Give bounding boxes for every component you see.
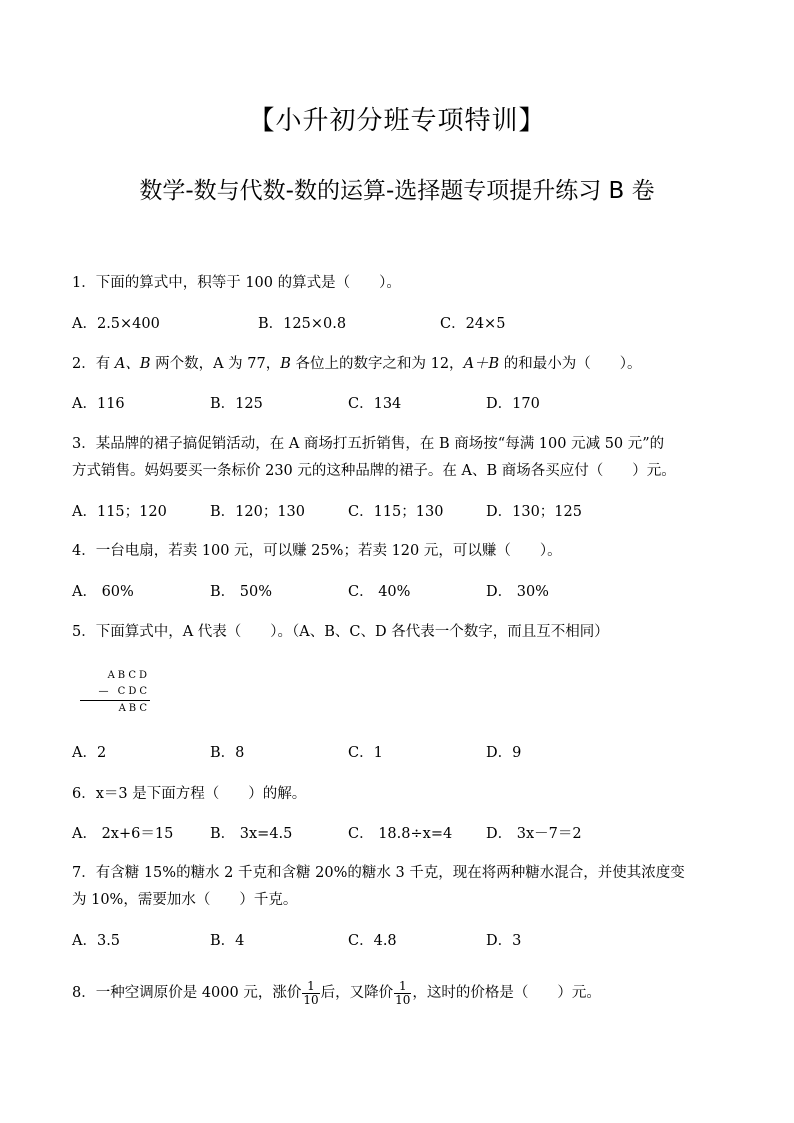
q2-text-2: 两个数，A 为 77， <box>150 356 281 372</box>
q2-var-ab: A、B <box>114 356 151 372</box>
question-7-line-1: 7．有含糖 15%的糖水 2 千克和含糖 20%的糖水 3 千克，现在将两种糖水混合，并使其浓度变 <box>72 865 685 881</box>
q4-option-d: D． 30% <box>486 584 549 600</box>
arith-minuend: ABCD <box>107 670 150 681</box>
q4-option-b: B． 50% <box>210 584 272 600</box>
q6-option-a: A． 2x+6＝15 <box>72 826 174 842</box>
q3-option-b: B．120；130 <box>210 504 306 520</box>
q2-option-c: C．134 <box>348 396 402 412</box>
page-title: 【小升初分班专项特训】 <box>248 106 546 136</box>
page-subtitle: 数学-数与代数-数的运算-选择题专项提升练习 B 卷 <box>139 178 655 204</box>
q7-option-c: C．4.8 <box>348 933 397 949</box>
q2-text-1: 2．有 <box>72 356 115 372</box>
fraction-denominator: 10 <box>303 992 319 1007</box>
fraction-numerator: 1 <box>302 980 319 994</box>
q8-text-2: 后，又降价 <box>320 985 394 1001</box>
q2-option-d: D．170 <box>486 396 540 412</box>
fraction-one-tenth <box>302 980 319 1007</box>
q5-option-a: A．2 <box>72 745 107 761</box>
question-7-line-2: 为 10%，需要加水（ ）千克。 <box>72 892 298 908</box>
question-1: 1．下面的算式中，积等于 100 的算式是（ ）。 <box>72 275 401 291</box>
question-8 <box>72 978 601 1008</box>
q6-option-c: C． 18.8÷x=4 <box>348 826 453 842</box>
q5-option-b: B．8 <box>210 745 245 761</box>
q3-option-a: A．115；120 <box>72 504 167 520</box>
q6-option-d: D． 3x－7＝2 <box>486 826 582 842</box>
arith-difference: ABC <box>118 703 150 714</box>
q1-option-b: B．125×0.8 <box>258 316 347 332</box>
q1-option-c: C．24×5 <box>440 316 506 332</box>
fraction-one-tenth <box>394 980 411 1007</box>
q2-var-b: B <box>280 356 291 372</box>
fraction-numerator: 1 <box>394 980 411 994</box>
q2-text-3: 各位上的数字之和为 12， <box>290 356 464 372</box>
q6-option-b: B． 3x=4.5 <box>210 826 293 842</box>
question-3-line-2: 方式销售。妈妈要买一条标价 230 元的这种品牌的裙子。在 A、B 商场各买应付（ ）元。 <box>72 463 676 479</box>
q7-option-d: D．3 <box>486 933 522 949</box>
question-3-line-1: 3．某品牌的裙子搞促销活动，在 A 商场打五折销售，在 B 商场按“每满 100 元减 50 元”的 <box>72 436 665 452</box>
q4-option-c: C． 40% <box>348 584 411 600</box>
question-5: 5．下面算式中，A 代表（ ）。（A、B、C、D 各代表一个数字，而且互不相同） <box>72 624 609 640</box>
fraction-denominator: 10 <box>395 992 411 1007</box>
q2-option-b: B．125 <box>210 396 263 412</box>
q5-option-c: C．1 <box>348 745 383 761</box>
q7-option-b: B．4 <box>210 933 245 949</box>
q8-text-1: 8．一种空调原价是 4000 元，涨价 <box>72 985 302 1001</box>
question-4: 4．一台电扇，若卖 100 元，可以赚 25%；若卖 120 元，可以赚（ ）。 <box>72 543 562 559</box>
q3-option-d: D．130；125 <box>486 504 582 520</box>
q3-option-c: C．115；130 <box>348 504 444 520</box>
question-2 <box>72 354 642 374</box>
question-6: 6．x＝3 是下面方程（ ）的解。 <box>72 786 307 802</box>
arith-subtrahend: — CDC <box>80 684 150 701</box>
q4-option-a: A． 60% <box>72 584 134 600</box>
q7-option-a: A．3.5 <box>72 933 121 949</box>
q5-option-d: D．9 <box>486 745 522 761</box>
q8-text-3: ，这时的价格是（ ）元。 <box>412 985 601 1001</box>
q2-text-4: 的和最小为（ ）。 <box>499 356 642 372</box>
q1-option-a: A．2.5×400 <box>72 316 160 332</box>
q2-option-a: A．116 <box>72 396 125 412</box>
q2-var-apb: A＋B <box>463 356 500 372</box>
subtraction-problem <box>80 668 150 717</box>
